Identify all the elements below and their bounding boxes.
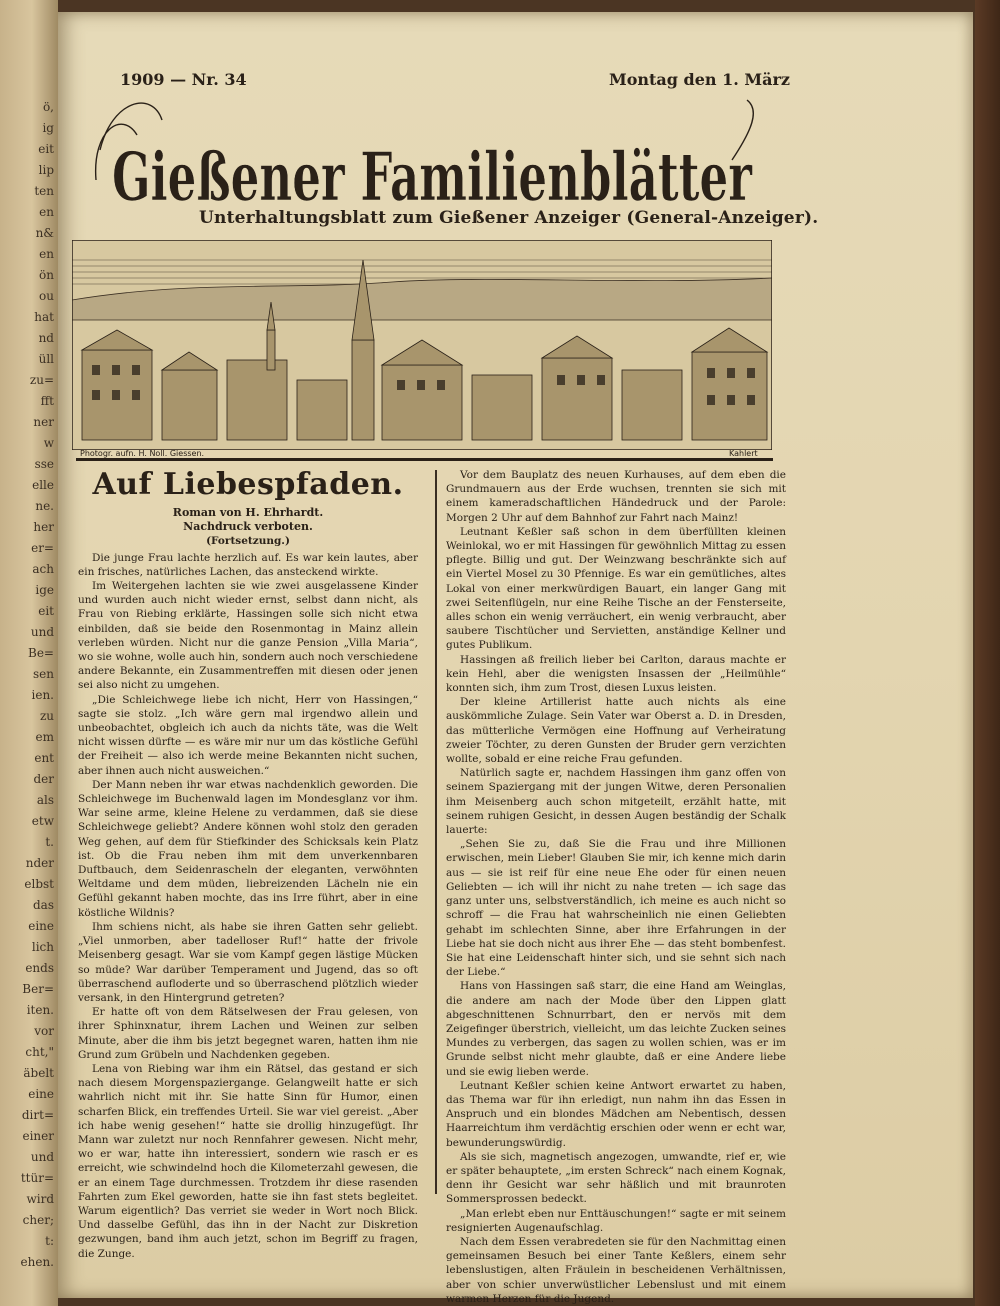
article-paragraph: Nach dem Essen verabredeten sie für den Nachmittag einen gemeinsamen Besuch bei einer Tante Keßlers, einem sehr lebenslustigen, alten Fräulein in bescheidenen Verhältnissen, aber von schier unverwüstlicher Lebenslust und mit einem warmen Herzen für die Jugend.: [446, 1235, 786, 1305]
previous-page-fragment: eine: [28, 919, 54, 933]
article-paragraph: Er hatte oft von dem Rätselwesen der Frau gelesen, von ihrer Sphinxnatur, ihrem Lachen und Weinen zur selben Minute, aber die ihm bis jetzt begegnet waren, hatten ihm nie Grund zum Grübeln und Nachdenken gegeben.: [78, 1006, 418, 1061]
city-engraving: [72, 240, 772, 450]
previous-page-fragment: äbelt: [23, 1066, 54, 1080]
article-column-right: [446, 468, 786, 1306]
masthead: [72, 80, 819, 460]
article-title: Auf Liebespfaden.: [92, 467, 404, 502]
issue-number: 1909 — Nr. 34: [120, 70, 247, 89]
previous-page-fragment: üll: [38, 352, 54, 366]
masthead-subtitle: Unterhaltungsblatt zum Gießener Anzeiger (General-Anzeiger).: [199, 208, 819, 228]
previous-page-fragment: zu=: [29, 373, 54, 387]
article-paragraph: „Die Schleichwege liebe ich nicht, Herr von Hassingen,“ sagte sie stolz. „Ich wäre gern mal irgendwo allein und unbeobachtet, obgleich ich auch da nichts täte, was die Welt nicht wissen dürfte — es wäre mir nur um das köstliche Gefühl der Freiheit — also ich werde meine Bekannten nicht suchen, aber ihnen auch nicht ausweichen.“: [78, 693, 418, 777]
previous-page-fragment: lip: [38, 163, 54, 177]
previous-page-fragment: und: [30, 625, 54, 639]
previous-page-fragment: ou: [39, 289, 54, 303]
masthead-rule: [76, 458, 773, 461]
previous-page-fragment: Be=: [28, 646, 54, 660]
previous-page-fragment: einer: [22, 1129, 54, 1143]
previous-page-fragment: en: [39, 205, 54, 219]
previous-page-fragment: nd: [38, 331, 54, 345]
previous-page-fragment: ö,: [42, 100, 54, 114]
previous-page-fragment: zu: [39, 709, 54, 723]
issue-date: Montag den 1. März: [609, 70, 790, 89]
previous-page-fragment: etw: [31, 814, 54, 828]
previous-page-fragment: n&: [35, 226, 54, 240]
previous-page-fragment: Ber=: [22, 982, 54, 996]
previous-page-fragment: t.: [45, 835, 54, 849]
previous-page-fragment: ttür=: [20, 1171, 54, 1185]
previous-page-fragment: her: [33, 520, 54, 534]
article-paragraph: „Man erlebt eben nur Enttäuschungen!“ sagte er mit seinem resignierten Augenaufschlag.: [446, 1207, 786, 1234]
previous-page-edge: [0, 0, 58, 1306]
article-paragraph: Im Weitergehen lachten sie wie zwei ausgelassene Kinder und wurden auch nicht wieder ernst, selbst dann nicht, als Frau von Riebing erklärte, Hassingen solle sich nicht etwa einbilden, daß sie beide den Rosenmontag in Mainz allein verleben würden. Nicht nur die ganze Pension „Villa Maria“, wo sie wohne, wolle auch hin, sondern auch noch verschiedene andere Bekannte, ein Zusammentreffen mit diesen oder jenen sei also nicht zu umgehen.: [78, 580, 418, 692]
previous-page-fragment: eit: [38, 604, 54, 618]
previous-page-fragment: sse: [34, 457, 54, 471]
previous-page-fragment: sen: [33, 667, 54, 681]
previous-page-fragment: dirt=: [21, 1108, 54, 1122]
article-paragraph: Vor dem Bauplatz des neuen Kurhauses, auf dem eben die Grundmauern aus der Erde wuchsen, trennten sie sich mit einem kameradschaftlichen Händedruck und der Parole: Morgen 2 Uhr auf dem Bahnhof zur Fahrt nach Mainz!: [446, 469, 786, 524]
previous-page-fragment: ige: [35, 583, 54, 597]
previous-page-fragment: ien.: [31, 688, 54, 702]
previous-page-fragment: vor: [34, 1024, 54, 1038]
previous-page-fragment: als: [36, 793, 54, 807]
previous-page-fragment: fft: [40, 394, 54, 408]
article-paragraph: Natürlich sagte er, nachdem Hassingen ihm ganz offen von seinem Spaziergang mit der jungen Witwe, deren Personalien ihm Meisenberg auch schon mitgeteilt, erzählt hatte, mit seinem ruhigen Gesicht, in dessen Augen beständig der Schalk lauerte:: [446, 767, 786, 837]
previous-page-fragment: ehen.: [20, 1255, 54, 1269]
previous-page-fragment: nder: [25, 856, 54, 870]
article-body-right: [446, 468, 786, 1306]
photo-credit: Photogr. aufn. H. Noll. Giessen.: [80, 449, 205, 458]
previous-page-fragment: ner: [33, 415, 54, 429]
previous-page-fragment: w: [43, 436, 54, 450]
previous-page-fragment: em: [35, 730, 54, 744]
continuation-notice: (Fortsetzung.): [206, 535, 290, 548]
previous-page-fragment: und: [30, 1150, 54, 1164]
article-paragraph: Leutnant Keßler schien keine Antwort erwartet zu haben, das Thema war für ihn erledigt, nun nahm ihn das Essen in Anspruch und ein blondes Mädchen am Nebentisch, dessen Haarreichtum ihm verdächtig erschien oder wenn er echt war, bewunderungswürdig.: [446, 1079, 786, 1149]
previous-page-fragment: eine: [28, 1087, 54, 1101]
previous-page-fragment: ön: [39, 268, 54, 282]
previous-page-fragment: cher;: [22, 1213, 54, 1227]
previous-page-fragment: hat: [34, 310, 54, 324]
article-paragraph: Als sie sich, magnetisch angezogen, umwandte, rief er, wie er später behauptete, „im ersten Schreck“ nach einem Kognak, denn ihr Gesicht war sehr häßlich und mit braunroten Sommersprossen bedeckt.: [446, 1150, 786, 1206]
previous-page-fragment: ig: [42, 121, 54, 135]
previous-page-fragment: der: [33, 772, 54, 786]
engraver-credit: Kahlert: [729, 449, 758, 458]
previous-page-fragment: elle: [32, 478, 54, 492]
previous-page-fragment: wird: [26, 1192, 54, 1206]
article-paragraph: Ihm schiens nicht, als habe sie ihren Gatten sehr geliebt. „Viel unmorben, aber tadelloser Ruf!“ hatte der frivole Meisenberg gesagt. War sie vom Kampf gegen lästige Mücken so müde? War darüber Temperament und Jugend, das so oft überraschend aufloderte und so überraschend plötzlich wieder versank, in den Hintergrund getreten?: [78, 920, 418, 1004]
previous-page-fragment: ent: [34, 751, 54, 765]
previous-page-fragment: en: [39, 247, 54, 261]
article-paragraph: Der kleine Artillerist hatte auch nichts als eine auskömmliche Zulage. Sein Vater war Oberst a. D. in Dresden, das mütterliche Vermögen eine Hoffnung auf Verheiratung zweier Töchter, zu deren Gunsten der Bruder gern verzichten wollte, sobald er eine reiche Frau gefunden.: [446, 696, 786, 766]
previous-page-fragment: ne.: [35, 499, 54, 513]
article-paragraph: „Sehen Sie zu, daß Sie die Frau und ihre Millionen erwischen, mein Lieber! Glauben Sie mir, ich kenne mich darin aus — sie ist reif für eine neue Ehe oder für einen neuen Geliebten — ich will ihr nicht zu nahe treten — ich sage das ganz unter uns, selbstverständlich, ich meine es auch nicht so schroff — die Frau hat wahrscheinlich nie einen Geliebten gehabt im schlechten Sinne, aber ihre Erfahrungen in der Liebe hat sie doch nicht aus ihrer Ehe — das steht bombenfest. Sie hat eine Leidenschaft hinter sich, und sie sehnt sich nach der Liebe.“: [446, 838, 786, 979]
article-paragraph: Hans von Hassingen saß starr, die eine Hand am Weinglas, die andere am nach der Mode über den Lippen glatt abgeschnittenen Schnurrbart, den er nervös mit dem Zeigefinger überstrich, vielleicht, um das leichte Zucken seines Mundes zu verbergen, das sagen zu wollen schien, was er im Grunde selbst nicht mehr glaubte, daß er eine Andere liebe und sie ewig lieben werde.: [446, 980, 786, 1078]
previous-page-fragment: iten.: [26, 1003, 54, 1017]
article-column-left: [78, 468, 418, 1261]
article-paragraph: Die junge Frau lachte herzlich auf. Es war kein lautes, aber ein frisches, natürliches Lachen, das ansteckend wirkte.: [78, 551, 418, 578]
article-paragraph: Der Mann neben ihr war etwas nachdenklich geworden. Die Schleichwege im Buchenwald lagen im Mondesglanz vor ihm. War seine arme, kleine Helene zu verdammen, daß sie diese Schleichwege geliebt? Andere können wohl stolz den geraden Weg gehen, auf dem für Stiefkinder des Schicksals kein Platz ist. Ob die Frau neben ihm mit dem unverkennbaren Duftbauch, dem Seidenrascheln der eleganten, verwöhnten Weltdame und dem müden, liebreizenden Lächeln nie ein Gefühl gekannt haben mochte, das ins Irre führt, aber in eine köstliche Wildnis?: [78, 778, 418, 919]
article-byline: Roman von H. Ehrhardt.: [172, 506, 324, 519]
previous-page-fragment: ach: [32, 562, 54, 576]
article-paragraph: Leutnant Keßler saß schon in dem überfüllten kleinen Weinlokal, wo er mit Hassingen für gewöhnlich Mittag zu essen pflegte. Billig und gut. Der Weinzwang beschränkte sich auf ein Viertel Mosel zu 30 Pfennige. Es war ein gemütliches, altes Lokal von einer merkwürdigen Bauart, ein langer Gang mit zwei Seitenflügeln, nur eine Reihe Tische an der Fensterseite, alles schon ein wenig verräuchert, ein wenig verbraucht, aber saubere Tischtücher und Servietten, anständige Kellner und gutes Publikum.: [446, 525, 786, 652]
reprint-notice: Nachdruck verboten.: [183, 520, 313, 534]
masthead-title-text: Gießener Familienblätter: [112, 138, 753, 216]
article-paragraph: Hassingen aß freilich lieber bei Carlton, daraus machte er kein Hehl, aber die wenigsten Insassen der „Heilmühle“ konnten sich, ihm zum Trost, diesen Luxus leisten.: [446, 653, 786, 695]
previous-page-fragment: lich: [31, 940, 54, 954]
previous-page-fragment: ends: [25, 961, 54, 975]
book-binding: [975, 0, 1000, 1306]
article-body-left: [78, 551, 418, 1261]
previous-page-fragment: das: [33, 898, 54, 912]
previous-page-fragment: elbst: [24, 877, 54, 891]
previous-page-fragment: eit: [38, 142, 54, 156]
previous-page-fragment: ten: [34, 184, 54, 198]
previous-page-fragment: cht,": [25, 1045, 54, 1059]
previous-page-fragment: er=: [31, 541, 54, 555]
previous-page-fragment: t:: [45, 1234, 54, 1248]
article-paragraph: Lena von Riebing war ihm ein Rätsel, das gestand er sich nach diesem Morgenspaziergange. Gelangweilt hatte er sich wahrlich nicht mit ihr. Sie hatte Sinn für Humor, einen scharfen Blick, ein treffendes Urteil. Sie war viel gereist. „Aber ich habe wenig gesehen!“ hatte sie drollig hinzugefügt. Ihr Mann war zuletzt nur noch Rennfahrer gewesen. Nicht mehr, wo er war, hatte ihn interessiert, sondern wie rasch er es erreicht, wie schwindelnd hoch die Kilometerzahl gewesen, die er an einem Tage durchmessen. Trotzdem ihr diese rasenden Fahrten zum Ekel geworden, hatte sie ihn fast stets begleitet. Warum eigentlich? Das verriet sie weder in Wort noch Blick. Und dasselbe Gefühl, das ihn in der Nacht zur Diskretion gezwungen, band ihm auch jetzt, schon im Begriff zu fragen, die Zunge.: [78, 1062, 418, 1260]
column-divider: [435, 470, 437, 1194]
